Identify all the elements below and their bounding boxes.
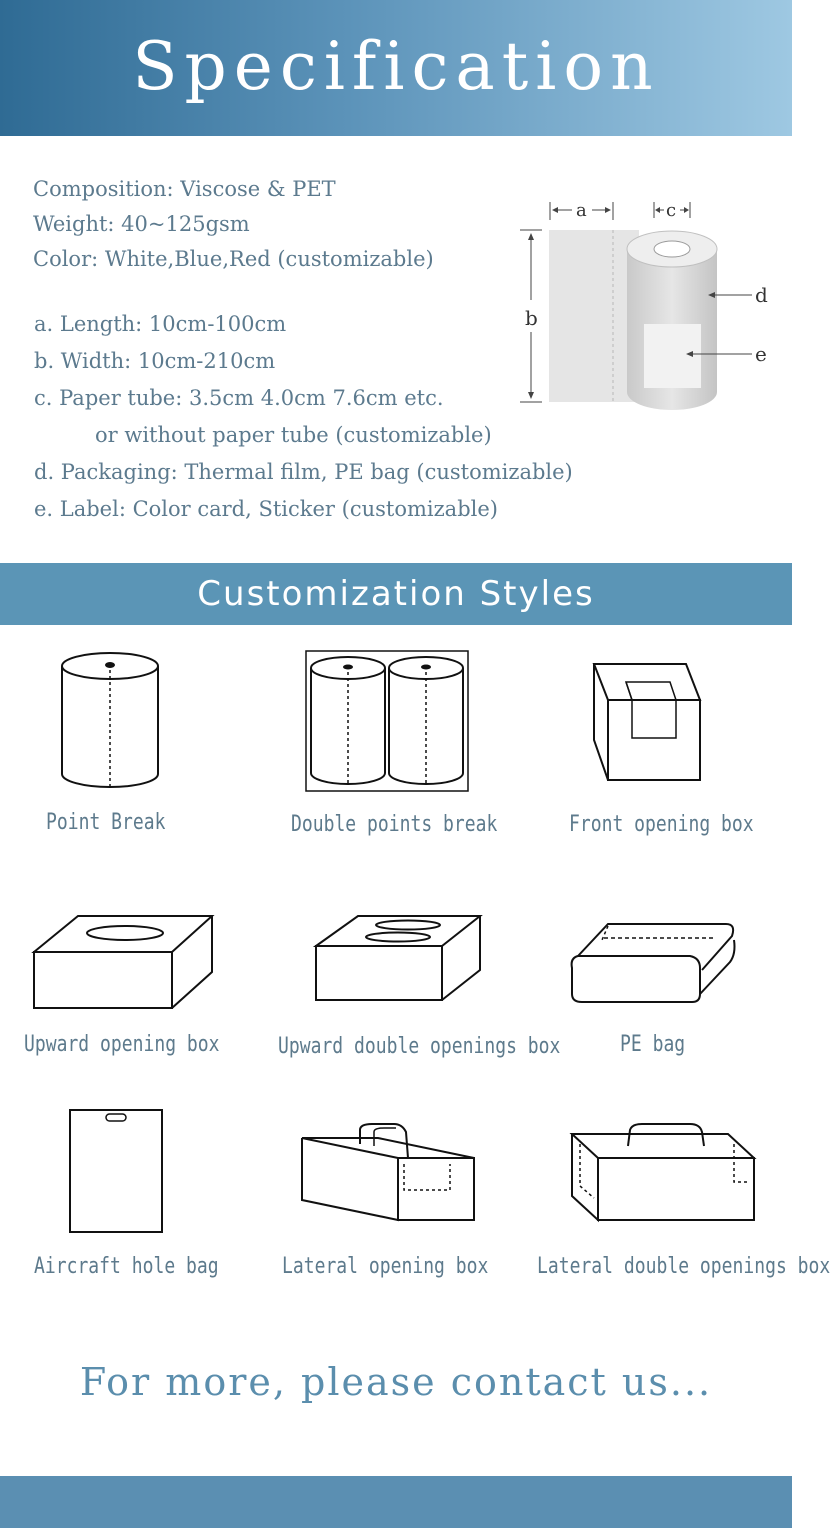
style-label-upward-double-openings-box: Upward double openings box <box>278 1034 561 1059</box>
style-label-lateral-opening-box: Lateral opening box <box>282 1254 489 1279</box>
style-label-point-break: Point Break <box>46 810 166 835</box>
spec-list <box>34 306 573 528</box>
spec-summary <box>33 172 434 277</box>
point-break-icon <box>58 650 162 790</box>
lateral-double-openings-box-icon <box>568 1120 758 1224</box>
customization-band <box>0 563 792 625</box>
header-banner <box>0 0 792 136</box>
dim-b-label: b <box>525 306 538 330</box>
dim-e-label: e <box>755 342 767 366</box>
composition-text: Composition: Viscose & PET <box>33 177 336 201</box>
spec-paper-tube-note: or without paper tube (customizable) <box>95 423 492 447</box>
style-label-pe-bag: PE bag <box>620 1032 686 1057</box>
roll-core <box>654 241 690 257</box>
spec-length: a. Length: 10cm-100cm <box>34 312 287 336</box>
weight-text: Weight: 40~125gsm <box>33 212 250 236</box>
spec-paper-tube: c. Paper tube: 3.5cm 4.0cm 7.6cm etc. <box>34 386 444 410</box>
dim-c-label: c <box>666 200 677 221</box>
style-label-aircraft-hole-bag: Aircraft hole bag <box>34 1254 219 1279</box>
aircraft-hole-bag-icon <box>68 1108 164 1234</box>
style-label-lateral-double-openings-box: Lateral double openings box <box>537 1254 830 1279</box>
double-points-break-icon <box>305 650 469 792</box>
contact-text: For more, please contact us... <box>79 1360 713 1404</box>
color-text: Color: White,Blue,Red (customizable) <box>33 247 434 271</box>
page-title: Specification <box>132 27 660 105</box>
spec-width: b. Width: 10cm-210cm <box>34 349 276 373</box>
dim-d-label: d <box>755 283 768 307</box>
spec-label: e. Label: Color card, Sticker (customizable) <box>34 497 498 521</box>
style-label-double-points-break: Double points break <box>291 812 498 837</box>
pe-bag-icon <box>568 918 740 1006</box>
upward-double-openings-box-icon <box>312 912 484 1004</box>
customization-title: Customization Styles <box>197 574 595 614</box>
footer-bar <box>0 1476 792 1528</box>
dim-a-label: a <box>576 200 587 221</box>
spec-packaging: d. Packaging: Thermal film, PE bag (customizable) <box>34 460 573 484</box>
lateral-opening-box-icon <box>298 1120 478 1224</box>
sheet-shape <box>549 230 639 402</box>
style-label-upward-opening-box: Upward opening box <box>24 1032 220 1057</box>
front-opening-box-icon <box>590 660 704 784</box>
style-label-front-opening-box: Front opening box <box>569 812 754 837</box>
roll-dimension-diagram <box>512 192 782 422</box>
upward-opening-box-icon <box>30 912 216 1012</box>
